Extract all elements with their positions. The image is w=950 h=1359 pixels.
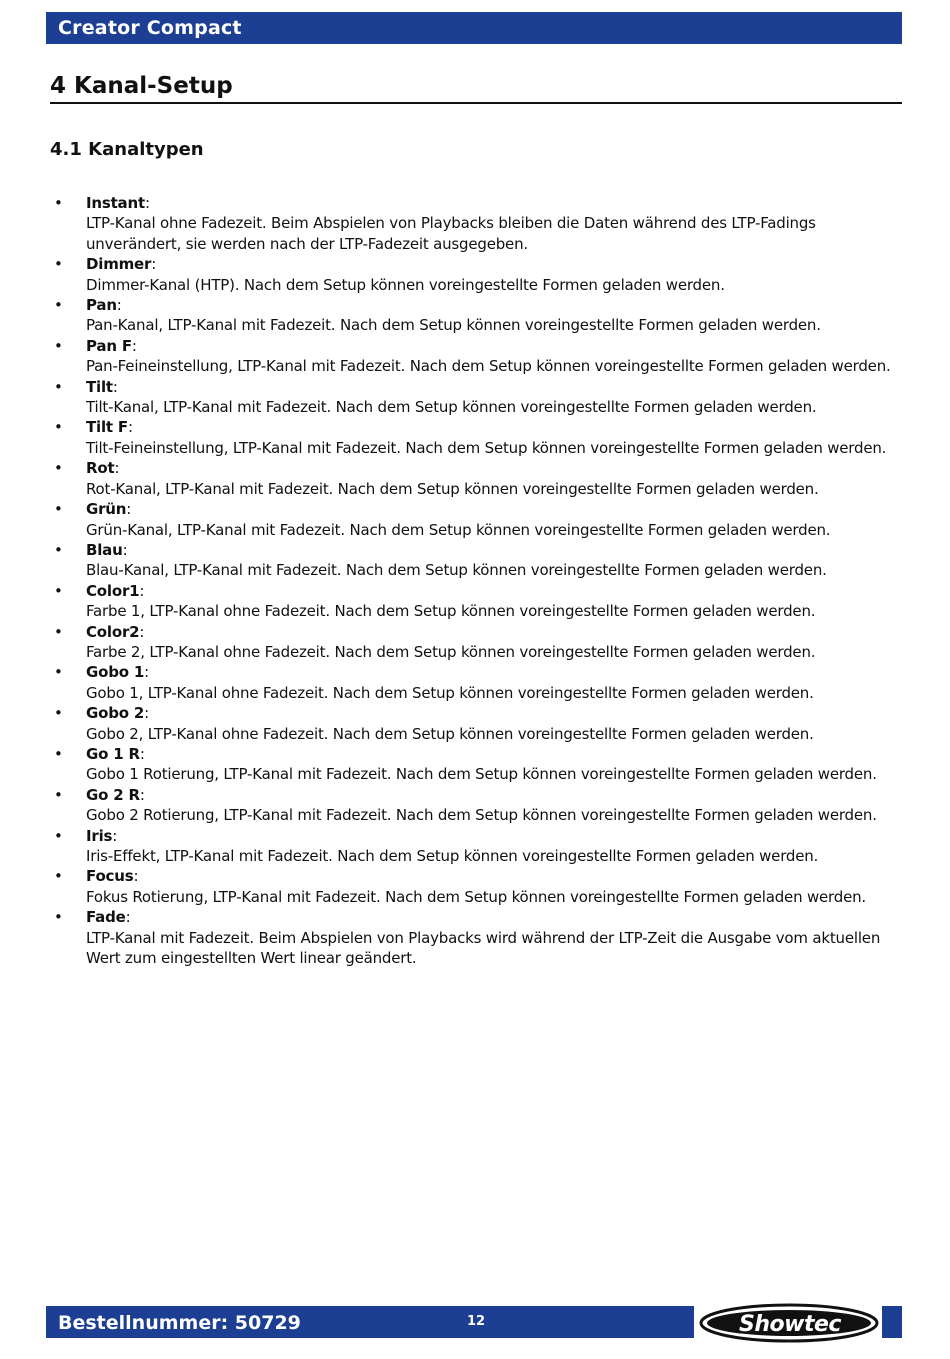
bullet-icon: • [54,867,63,886]
channel-description: Dimmer-Kanal (HTP). Nach dem Setup können voreingestellte Formen geladen werden. [86,275,725,294]
bullet-icon: • [54,194,63,212]
list-item [50,866,905,907]
bullet-icon: • [54,581,63,600]
bullet-icon: • [54,908,63,927]
channel-term-colon: : [133,867,139,886]
channel-description: Gobo 1 Rotierung, LTP-Kanal mit Fadezeit. Nach dem Setup können voreingestellte Formen geladen werden. [86,765,877,784]
channel-type-list [50,193,905,968]
channel-term-colon: : [114,459,120,478]
channel-term: Instant [86,194,145,212]
channel-description: LTP-Kanal mit Fadezeit. Beim Abspielen von Playbacks wird während der LTP-Zeit die Ausgabe vom aktuellen Wert zum eingestellten Wert linear geändert. [86,928,881,968]
channel-description: Grün-Kanal, LTP-Kanal mit Fadezeit. Nach dem Setup können voreingestellte Formen geladen werden. [86,520,831,539]
logo-text: Showtec [739,1312,841,1337]
subsection-title: 4.1 Kanaltypen [50,139,204,160]
footer-right-bar [882,1306,902,1338]
channel-term: Pan [86,296,117,315]
channel-term: Pan F [86,336,132,355]
bullet-icon: • [54,540,63,559]
channel-term: Color2 [86,622,140,641]
channel-description: Blau-Kanal, LTP-Kanal mit Fadezeit. Nach dem Setup können voreingestellte Formen geladen werden. [86,561,827,580]
list-item [50,826,905,867]
showtec-logo [698,1302,880,1344]
bullet-icon: • [54,826,63,845]
channel-term: Iris [86,826,113,845]
channel-term-colon: : [144,704,149,723]
channel-term-colon: : [139,744,145,763]
list-item [50,193,905,254]
channel-term-colon: : [139,785,145,804]
channel-term: Gobo 2 [86,704,145,723]
bullet-icon: • [54,500,63,519]
channel-term-colon: : [139,622,145,641]
channel-term-colon: : [126,500,132,519]
page-number: 12 [466,1314,486,1329]
bullet-icon: • [54,418,63,437]
header-bar [46,12,902,44]
list-item [50,295,905,336]
channel-description: Gobo 2, LTP-Kanal ohne Fadezeit. Nach dem Setup können voreingestellte Formen geladen werden. [86,724,814,743]
list-item [50,785,905,826]
channel-description: Gobo 2 Rotierung, LTP-Kanal mit Fadezeit. Nach dem Setup können voreingestellte Formen geladen werden. [86,806,877,825]
channel-term: Color1 [86,581,140,600]
bullet-icon: • [54,663,63,682]
list-item [50,417,905,458]
list-item [50,581,905,622]
channel-term-colon: : [112,377,118,396]
channel-term: Gobo 1 [86,663,145,682]
channel-description: Rot-Kanal, LTP-Kanal mit Fadezeit. Nach dem Setup können voreingestellte Formen geladen werden. [86,479,819,498]
bullet-icon: • [54,622,63,641]
list-item [50,622,905,663]
list-item [50,744,905,785]
bullet-icon: • [54,704,63,723]
channel-description: Farbe 2, LTP-Kanal ohne Fadezeit. Nach dem Setup können voreingestellte Formen geladen werden. [86,642,816,661]
channel-term-colon: : [127,418,133,437]
footer-bar [46,1306,694,1338]
channel-term-colon: : [131,336,137,355]
channel-description: Gobo 1, LTP-Kanal ohne Fadezeit. Nach dem Setup können voreingestellte Formen geladen werden. [86,683,814,702]
channel-term: Dimmer [86,255,152,274]
channel-term-colon: : [144,194,150,212]
bullet-icon: • [54,377,63,396]
channel-description: Fokus Rotierung, LTP-Kanal mit Fadezeit. Nach dem Setup können voreingestellte Formen geladen werden. [86,887,866,906]
bullet-icon: • [54,744,63,763]
bullet-icon: • [54,459,63,478]
channel-term-colon: : [122,540,128,559]
bullet-icon: • [54,296,63,315]
channel-term-colon: : [144,663,149,682]
channel-term-colon: : [139,581,145,600]
channel-description: Tilt-Kanal, LTP-Kanal mit Fadezeit. Nach dem Setup können voreingestellte Formen geladen werden. [86,398,817,417]
list-item [50,254,905,295]
channel-description: Tilt-Feineinstellung, LTP-Kanal mit Fadezeit. Nach dem Setup können voreingestellte Formen geladen werden. [86,438,887,457]
channel-term: Go 1 R [86,744,140,763]
list-item [50,540,905,581]
channel-term: Grün [86,500,127,519]
channel-term: Fade [86,908,126,927]
channel-description: LTP-Kanal ohne Fadezeit. Beim Abspielen von Playbacks bleiben die Daten während des LTP-Fadings unverändert, sie werden nach der LTP-Fadezeit ausgegeben. [86,214,816,253]
list-item [50,336,905,377]
list-item [50,377,905,418]
channel-description: Iris-Effekt, LTP-Kanal mit Fadezeit. Nach dem Setup können voreingestellte Formen geladen werden. [86,847,819,865]
channel-term-colon: : [125,908,131,927]
channel-term-colon: : [116,296,122,315]
product-title: Creator Compact [58,17,242,39]
list-item [50,662,905,703]
channel-term: Tilt [86,377,113,396]
channel-term-colon: : [151,255,157,274]
channel-description: Farbe 1, LTP-Kanal ohne Fadezeit. Nach dem Setup können voreingestellte Formen geladen werden. [86,602,816,621]
bullet-icon: • [54,255,63,274]
list-item [50,499,905,540]
channel-term: Blau [86,540,123,559]
list-item [50,907,905,968]
bullet-icon: • [54,785,63,804]
channel-term: Tilt F [86,418,128,437]
channel-description: Pan-Feineinstellung, LTP-Kanal mit Fadezeit. Nach dem Setup können voreingestellte Formen geladen werden. [86,357,891,376]
channel-term: Go 2 R [86,785,140,804]
list-item [50,458,905,499]
order-number: Bestellnummer: 50729 [58,1312,301,1334]
channel-term: Rot [86,459,115,478]
section-title: 4 Kanal-Setup [50,70,902,104]
channel-term: Focus [86,867,134,886]
bullet-icon: • [54,336,63,355]
channel-term-colon: : [112,826,118,845]
list-item [50,703,905,744]
channel-description: Pan-Kanal, LTP-Kanal mit Fadezeit. Nach dem Setup können voreingestellte Formen geladen werden. [86,316,821,335]
